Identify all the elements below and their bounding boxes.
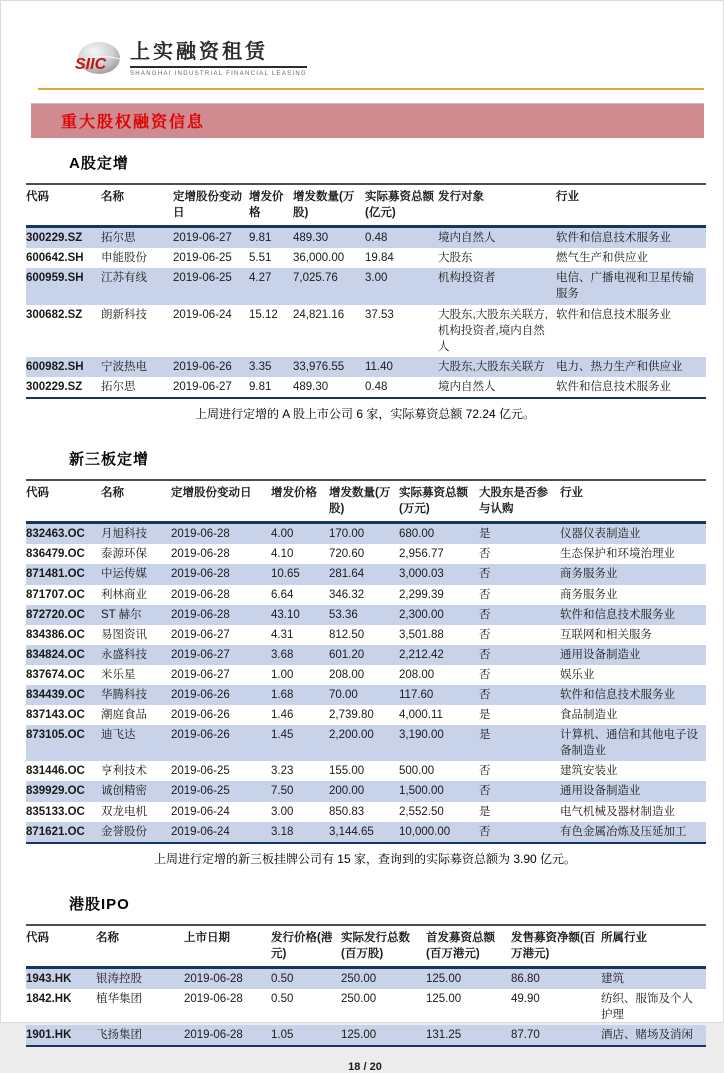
table-cell: 建筑安装业 <box>560 765 618 778</box>
column-header: 行业 <box>560 487 583 500</box>
table-cell: 2019-06-26 <box>171 688 230 701</box>
table-cell: 2019-06-25 <box>173 272 232 285</box>
column-header: 所属行业 <box>601 931 647 944</box>
table-row <box>26 685 706 705</box>
stock-code-cell: 834824.OC <box>26 648 85 661</box>
table-row <box>26 357 706 377</box>
table-cell: 3,000.03 <box>399 568 444 581</box>
table-row <box>26 802 706 822</box>
table-cell: 36,000.00 <box>293 252 345 265</box>
table-row <box>26 705 706 725</box>
table-cell: 850.83 <box>329 805 365 818</box>
table-cell: 3.35 <box>249 360 272 373</box>
table-cell: 3,190.00 <box>399 729 444 742</box>
table-cell: 否 <box>479 548 491 561</box>
table-row <box>26 305 706 357</box>
column-header: 发售募资净额(百万港元) <box>511 931 596 960</box>
table-cell: 2019-06-28 <box>171 528 230 541</box>
table-cell: 生态保护和环境治理业 <box>560 548 675 561</box>
table-cell: 是 <box>479 805 491 818</box>
column-header: 名称 <box>101 487 124 500</box>
table-cell: 125.00 <box>426 993 462 1005</box>
table-cell: ST 赫尔 <box>101 608 142 621</box>
table-cell: 2,739.80 <box>329 709 374 722</box>
section-title: 港股IPO <box>69 895 130 913</box>
table-cell: 利林商业 <box>101 588 147 601</box>
table-cell: 燃气生产和供应业 <box>556 252 648 265</box>
table-cell: 4.27 <box>249 272 272 285</box>
siic-globe-logo-icon <box>74 41 122 79</box>
stock-code-cell: 839929.OC <box>26 785 85 798</box>
table-cell: 170.00 <box>329 528 365 541</box>
section-a-share-placement <box>26 152 704 422</box>
table-cell: 1.45 <box>271 729 294 742</box>
table-cell: 0.48 <box>365 380 388 393</box>
table-cell: 境内自然人 <box>438 232 496 245</box>
table-cell: 2019-06-27 <box>173 380 232 393</box>
table-cell: 24,821.16 <box>293 308 345 321</box>
table-cell: 拓尔思 <box>101 380 136 393</box>
table-cell: 软件和信息技术服务业 <box>556 308 671 321</box>
table-cell: 489.30 <box>293 232 329 245</box>
table-row <box>26 645 706 665</box>
table-cell: 2019-06-26 <box>171 729 230 742</box>
table-cell: 金誉股份 <box>101 825 147 838</box>
table-cell: 2019-06-28 <box>171 548 230 561</box>
table-cell: 机构投资者 <box>438 272 496 285</box>
table-cell: 建筑 <box>601 972 624 985</box>
stock-code-cell: 837674.OC <box>26 668 85 681</box>
table-cell: 125.00 <box>341 1029 377 1042</box>
column-header: 增发数量(万股) <box>329 487 391 516</box>
table-cell: 仪器仪表制造业 <box>560 528 641 541</box>
table-cell: 2019-06-26 <box>173 360 232 373</box>
stock-code-cell: 837143.OC <box>26 709 85 722</box>
table-cell: 否 <box>479 588 491 601</box>
table-cell: 月旭科技 <box>101 528 147 541</box>
table-cell: 250.00 <box>341 993 377 1005</box>
column-header: 增发价格 <box>249 191 284 220</box>
table-cell: 37.53 <box>365 308 394 321</box>
table-cell: 2,212.42 <box>399 648 444 661</box>
table-cell: 2,956.77 <box>399 548 444 561</box>
column-header: 实际募资总额(亿元) <box>365 191 434 220</box>
section-title: 新三板定增 <box>69 451 150 469</box>
table-header-row <box>26 925 706 968</box>
stock-code-cell: 834386.OC <box>26 628 85 641</box>
column-header: 实际发行总数(百万股) <box>341 931 410 960</box>
table-cell: 680.00 <box>399 528 435 541</box>
stock-code-cell: 300229.SZ <box>26 380 83 393</box>
table-cell: 2019-06-28 <box>184 993 243 1005</box>
column-header: 实际募资总额(万元) <box>399 487 468 516</box>
table-row <box>26 725 706 761</box>
table-cell: 否 <box>479 825 491 838</box>
stock-code-cell: 836479.OC <box>26 548 85 561</box>
table-cell: 互联网和相关服务 <box>560 628 652 641</box>
table-row <box>26 822 706 843</box>
table-header-row <box>26 480 706 523</box>
table-cell: 软件和信息技术服务业 <box>560 688 675 701</box>
table-cell: 2019-06-24 <box>173 308 232 321</box>
stock-code-cell: 872720.OC <box>26 608 85 621</box>
table-summary: 上周进行定增的新三板挂牌公司有 15 家，查询到的实际募资总额为 3.90 亿元。 <box>153 851 577 866</box>
table-cell: 电气机械及器材制造业 <box>560 805 675 818</box>
table-cell: 3,501.88 <box>399 628 444 641</box>
column-header: 名称 <box>96 931 119 944</box>
table-cell: 2019-06-28 <box>184 1029 243 1042</box>
stock-code-cell: 835133.OC <box>26 805 85 818</box>
table-row <box>26 1025 706 1046</box>
column-header: 定增股份变动日 <box>171 487 252 500</box>
table-row <box>26 227 706 249</box>
column-header: 发行对象 <box>438 191 484 203</box>
logo-company-name-en: SHANGHAI INDUSTRIAL FINANCIAL LEASING <box>130 71 308 77</box>
table-cell: 江苏有线 <box>101 272 147 285</box>
table-cell: 2,200.00 <box>329 729 374 742</box>
table-cell: 155.00 <box>329 765 365 778</box>
table-row <box>26 665 706 685</box>
table-cell: 87.70 <box>511 1029 540 1042</box>
stock-code-cell: 871621.OC <box>26 825 85 838</box>
table-cell: 1.05 <box>271 1029 294 1042</box>
table-cell: 131.25 <box>426 1029 462 1042</box>
table-cell: 281.64 <box>329 568 365 581</box>
stock-code-cell: 831446.OC <box>26 765 85 778</box>
table-cell: 是 <box>479 709 491 722</box>
column-header: 首发募资总额(百万港元) <box>426 931 495 960</box>
table-cell: 2019-06-28 <box>171 588 230 601</box>
table-cell: 2019-06-24 <box>171 805 230 818</box>
table-row <box>26 377 706 398</box>
table-cell: 70.00 <box>329 688 358 701</box>
table-header-row <box>26 184 706 227</box>
table-cell: 4.31 <box>271 628 294 641</box>
stock-code-cell: 300229.SZ <box>26 232 83 245</box>
table-cell: 1.68 <box>271 688 294 701</box>
stock-code-cell: 1901.HK <box>26 1029 72 1042</box>
table-row <box>26 967 706 989</box>
column-header: 定增股份变动日 <box>173 191 242 220</box>
table-cell: 银涛控股 <box>96 972 142 985</box>
table-row <box>26 544 706 564</box>
table-cell: 0.50 <box>271 972 294 985</box>
column-header: 增发数量(万股) <box>293 191 355 220</box>
column-header: 代码 <box>26 931 49 944</box>
table-cell: 208.00 <box>399 668 435 681</box>
table-cell: 申能股份 <box>101 252 147 265</box>
table-cell: 2019-06-25 <box>173 252 232 265</box>
table-cell: 43.10 <box>271 608 300 621</box>
table-cell: 潮庭食品 <box>101 709 147 722</box>
table-cell: 4.10 <box>271 548 294 561</box>
table-cell: 2019-06-28 <box>184 972 243 985</box>
column-header: 名称 <box>101 191 124 203</box>
table-cell: 2019-06-28 <box>171 608 230 621</box>
table-row <box>26 248 706 268</box>
hk-ipo-table <box>26 924 706 1048</box>
table-cell: 250.00 <box>341 972 377 985</box>
table-cell: 大股东,大股东关联方 <box>438 360 545 373</box>
table-cell: 迪飞达 <box>101 729 136 742</box>
table-cell: 境内自然人 <box>438 380 496 393</box>
table-cell: 2019-06-26 <box>171 709 230 722</box>
section-hk-ipo <box>26 893 704 1048</box>
banner-title: 重大股权融资信息 <box>61 114 206 131</box>
table-cell: 7,025.76 <box>293 272 338 285</box>
stock-code-cell: 873105.OC <box>26 729 85 742</box>
table-cell: 朗新科技 <box>101 308 147 321</box>
table-cell: 中运传媒 <box>101 568 147 581</box>
table-row <box>26 564 706 584</box>
column-header: 大股东是否参与认购 <box>479 487 548 516</box>
table-cell: 500.00 <box>399 765 435 778</box>
table-cell: 10.65 <box>271 568 300 581</box>
neeq-placement-table <box>26 479 706 844</box>
table-cell: 2019-06-25 <box>171 785 230 798</box>
table-cell: 200.00 <box>329 785 365 798</box>
table-cell: 商务服务业 <box>560 588 618 601</box>
table-cell: 15.12 <box>249 308 278 321</box>
table-row <box>26 625 706 645</box>
table-cell: 2,552.50 <box>399 805 444 818</box>
stock-code-cell: 600959.SH <box>26 272 84 285</box>
stock-code-cell: 1943.HK <box>26 972 72 985</box>
stock-code-cell: 300682.SZ <box>26 308 83 321</box>
table-cell: 10,000.00 <box>399 825 451 838</box>
table-cell: 4,000.11 <box>399 709 443 722</box>
table-cell: 计算机、通信和其他电子设备制造业 <box>560 729 698 758</box>
table-cell: 5.51 <box>249 252 272 265</box>
stock-code-cell: 871707.OC <box>26 588 85 601</box>
column-header: 增发价格 <box>271 487 317 500</box>
table-cell: 812.50 <box>329 628 365 641</box>
table-cell: 2019-06-27 <box>171 668 230 681</box>
table-cell: 53.36 <box>329 608 358 621</box>
table-cell: 9.81 <box>249 380 272 393</box>
column-header: 代码 <box>26 191 49 203</box>
table-cell: 酒店、赌场及消闲 <box>601 1029 693 1042</box>
table-cell: 通用设备制造业 <box>560 648 641 661</box>
stock-code-cell: 600642.SH <box>26 252 84 265</box>
table-cell: 4.00 <box>271 528 294 541</box>
table-cell: 飞扬集团 <box>96 1029 142 1042</box>
table-cell: 1,500.00 <box>399 785 444 798</box>
table-cell: 0.48 <box>365 232 388 245</box>
column-header: 代码 <box>26 487 49 500</box>
section-title: A股定增 <box>69 155 129 172</box>
table-cell: 720.60 <box>329 548 365 561</box>
table-cell: 否 <box>479 668 491 681</box>
table-cell: 3.00 <box>365 272 388 285</box>
section-neeq-placement <box>26 448 704 867</box>
table-cell: 米乐星 <box>101 668 136 681</box>
table-cell: 2019-06-27 <box>173 232 232 245</box>
table-cell: 2,299.39 <box>399 588 444 601</box>
table-cell: 华腾科技 <box>101 688 147 701</box>
a-share-placement-table <box>26 183 706 399</box>
table-cell: 2,300.00 <box>399 608 444 621</box>
table-cell: 软件和信息技术服务业 <box>556 232 671 245</box>
table-row <box>26 989 706 1025</box>
table-cell: 3.23 <box>271 765 294 778</box>
table-cell: 软件和信息技术服务业 <box>556 380 671 393</box>
gold-divider-line <box>38 88 704 90</box>
table-cell: 否 <box>479 648 491 661</box>
logo-text-block <box>130 41 307 77</box>
table-cell: 0.50 <box>271 993 294 1005</box>
table-cell: 易图资讯 <box>101 628 147 641</box>
table-cell: 1.00 <box>271 668 294 681</box>
table-cell: 601.20 <box>329 648 365 661</box>
table-cell: 否 <box>479 628 491 641</box>
stock-code-cell: 1842.HK <box>26 993 72 1005</box>
table-cell: 是 <box>479 528 491 541</box>
stock-code-cell: 871481.OC <box>26 568 85 581</box>
stock-code-cell: 600982.SH <box>26 360 84 373</box>
table-summary: 上周进行定增的 A 股上市公司 6 家，实际募资总额 72.24 亿元。 <box>194 407 536 422</box>
table-cell: 19.84 <box>365 252 394 265</box>
stock-code-cell: 834439.OC <box>26 688 85 701</box>
table-cell: 商务服务业 <box>560 568 618 581</box>
table-cell: 2019-06-27 <box>171 628 230 641</box>
table-cell: 大股东 <box>438 252 473 265</box>
table-cell: 2019-06-28 <box>171 568 230 581</box>
svg-text:SIIC: SIIC <box>75 56 107 73</box>
table-cell: 拓尔思 <box>101 232 136 245</box>
table-row <box>26 761 706 781</box>
table-cell: 86.80 <box>511 972 540 985</box>
table-cell: 1.46 <box>271 709 294 722</box>
table-cell: 娱乐业 <box>560 668 595 681</box>
table-cell: 食品制造业 <box>560 709 618 722</box>
table-cell: 11.40 <box>365 360 393 373</box>
table-cell: 3.00 <box>271 805 294 818</box>
logo-company-name-cn: 上实融资租赁 <box>130 41 307 68</box>
table-cell: 否 <box>479 765 491 778</box>
table-cell: 通用设备制造业 <box>560 785 641 798</box>
table-cell: 3,144.65 <box>329 825 374 838</box>
table-cell: 电力、热力生产和供应业 <box>556 360 683 373</box>
table-row <box>26 585 706 605</box>
column-header: 发行价格(港元) <box>271 931 333 960</box>
stock-code-cell: 832463.OC <box>26 528 85 541</box>
table-cell: 49.90 <box>511 993 540 1005</box>
table-cell: 2019-06-24 <box>171 825 230 838</box>
table-cell: 9.81 <box>249 232 272 245</box>
table-cell: 有色金属冶炼及压延加工 <box>560 825 687 838</box>
table-cell: 植华集团 <box>96 993 142 1005</box>
table-cell: 346.32 <box>329 588 365 601</box>
table-cell: 宁波热电 <box>101 360 147 373</box>
table-cell: 否 <box>479 608 491 621</box>
table-row <box>26 268 706 304</box>
table-cell: 208.00 <box>329 668 365 681</box>
table-cell: 软件和信息技术服务业 <box>560 608 675 621</box>
section-banner <box>31 103 704 138</box>
table-cell: 3.68 <box>271 648 294 661</box>
table-cell: 7.50 <box>271 785 294 798</box>
table-cell: 否 <box>479 568 491 581</box>
table-row <box>26 523 706 545</box>
table-cell: 电信、广播电视和卫星传输服务 <box>556 272 694 301</box>
table-cell: 2019-06-25 <box>171 765 230 778</box>
table-row <box>26 781 706 801</box>
table-cell: 纺织、服饰及个人护理 <box>601 993 693 1022</box>
table-cell: 亨利技术 <box>101 765 147 778</box>
column-header: 上市日期 <box>184 931 230 944</box>
table-cell: 否 <box>479 785 491 798</box>
table-cell: 33,976.55 <box>293 360 345 373</box>
table-cell: 125.00 <box>426 972 462 985</box>
table-cell: 3.18 <box>271 825 294 838</box>
table-cell: 489.30 <box>293 380 329 393</box>
table-cell: 泰源环保 <box>101 548 147 561</box>
table-cell: 6.64 <box>271 588 294 601</box>
table-cell: 大股东,大股东关联方,机构投资者,境内自然人 <box>438 308 548 353</box>
table-cell: 双龙电机 <box>101 805 147 818</box>
table-cell: 永盛科技 <box>101 648 147 661</box>
table-cell: 2019-06-27 <box>171 648 230 661</box>
table-cell: 否 <box>479 688 491 701</box>
company-header <box>74 41 704 79</box>
table-cell: 117.60 <box>399 688 434 701</box>
table-row <box>26 605 706 625</box>
column-header: 行业 <box>556 191 579 203</box>
table-cell: 诚创精密 <box>101 785 147 798</box>
page-number: 18 / 20 <box>348 1061 382 1073</box>
table-cell: 是 <box>479 729 491 742</box>
